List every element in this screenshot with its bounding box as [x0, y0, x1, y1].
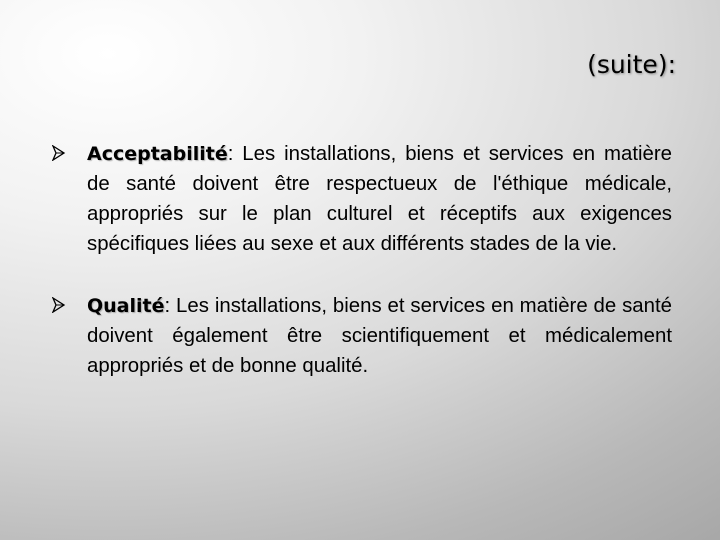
bullet-text: Les installations, biens et services en matière de santé doivent être respectueux de l'éthique médicale, appropriés sur le plan culturel et réceptifs aux exigences spécifiques liées au sexe et aux différents stades de la vie.	[87, 143, 672, 255]
bullet-term: Acceptabilité	[87, 143, 228, 165]
arrow-bullet-icon	[52, 145, 66, 161]
bullet-list	[52, 139, 672, 381]
bullet-item-acceptabilite	[52, 139, 672, 259]
bullet-item-qualite	[52, 291, 672, 381]
bullet-term: Qualité	[87, 295, 165, 317]
slide-title: (suite):	[587, 50, 676, 79]
bullet-text: Les installations, biens et services en matière de santé doivent également être scientifiquement et médicalement appropriés et de bonne qualité.	[87, 295, 672, 377]
arrow-bullet-icon	[52, 297, 66, 313]
bullet-separator: :	[227, 143, 234, 165]
bullet-separator: :	[164, 295, 171, 317]
